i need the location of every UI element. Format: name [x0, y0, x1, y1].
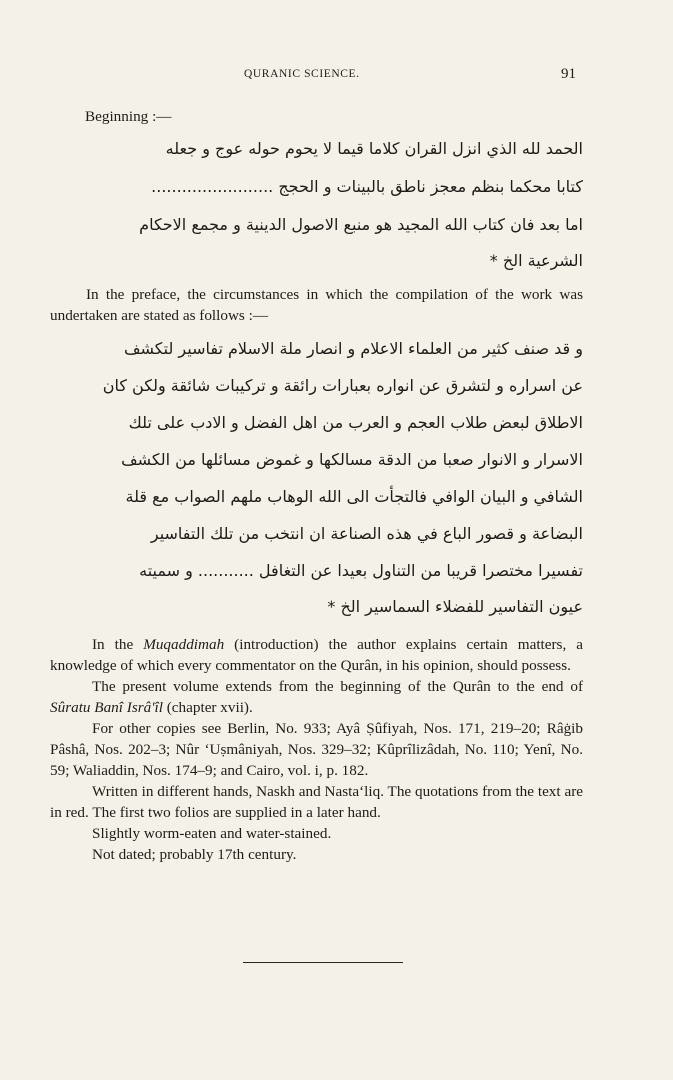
preface-arabic-line-5: الشافي و البيان الوافي فالتجأت الى الله الوهاب ملهم الصواب مع قلة	[125, 487, 583, 506]
date-paragraph: Not dated; probably 17th century.	[92, 846, 297, 863]
description-block	[50, 634, 583, 865]
opening-arabic-line-3: اما بعد فان كتاب الله المجيد هو منبع الاصول الدينية و مجمع الاحكام	[139, 215, 583, 234]
surah-name: Sûratu Banî Isrâ'îl	[50, 699, 163, 716]
running-title: QURANIC SCIENCE.	[244, 68, 360, 80]
preface-intro: In the preface, the circumstances in which the compilation of the work was undertaken are stated as follows :—	[50, 286, 583, 324]
preface-arabic-line-6: البضاعة و قصور الباع في هذه الصناعة ان انتخب من تلك التفاسير	[150, 524, 583, 543]
preface-arabic-line-1: و قد صنف كثير من العلماء الاعلام و انصار ملة الاسلام تفاسير لتكشف	[123, 339, 583, 358]
condition-paragraph: Slightly worm-eaten and water-stained.	[92, 825, 332, 842]
muqaddimah-paragraph: In the Muqaddimah (introduction) the author explains certain matters, a knowledge of which every commentator on the Qurân, in his opinion, should possess.	[50, 636, 583, 674]
opening-arabic-line-2: كتابا محكما بنظم معجز ناطق بالبينات و الحجج ........................	[151, 177, 583, 196]
page-number: 91	[561, 66, 576, 82]
beginning-label: Beginning :—	[85, 108, 172, 125]
hands-paragraph: Written in different hands, Naskh and Nasta‘liq. The quotations from the text are in red. The first two folios are supplied in a later hand.	[50, 783, 583, 821]
opening-arabic-line-4: الشرعية الخ *	[489, 251, 583, 270]
opening-arabic-line-1: الحمد لله الذي انزل القران كلاما قيما لا يحوم حوله عوج و جعله	[165, 139, 583, 158]
muqaddimah-term: Muqaddimah	[143, 636, 225, 653]
other-copies-paragraph: For other copies see Berlin, No. 933; Ayâ Ṣûfiyah, Nos. 171, 219–20; Râġib Pâshâ, Nos. 202–3; Nûr ‘Uṣmâniyah, Nos. 329–32; Kûprîlizâdah, No. 110; Yenî, No. 59; Waliaddin, Nos. 174–9; and Cairo, vol. i, p. 182.	[50, 720, 583, 779]
preface-arabic-line-3: الاطلاق لبعض طلاب العجم و العرب من اهل الفضل و الادب على تلك	[128, 413, 583, 432]
preface-arabic-line-4: الاسرار و الانوار صعبا من الدقة مسالكها و غموض مسائلها من الكشف	[121, 450, 583, 469]
preface-arabic-line-7: تفسيرا مختصرا قريبا من التناول بعيدا عن التغافل ........... و سميته	[139, 561, 583, 580]
preface-arabic-line-2: عن اسراره و لتشرق عن انواره بعبارات رائقة و تركيبات شائقة ولكن كان	[102, 376, 583, 395]
volume-extent-paragraph: The present volume extends from the beginning of the Qurân to the end of Sûratu Banî Isrâ'îl (chapter xvii).	[50, 678, 583, 716]
preface-arabic-line-8: عيون التفاسير للفضلاء السماسير الخ *	[327, 597, 583, 616]
running-head	[0, 66, 673, 86]
end-rule	[243, 962, 403, 963]
